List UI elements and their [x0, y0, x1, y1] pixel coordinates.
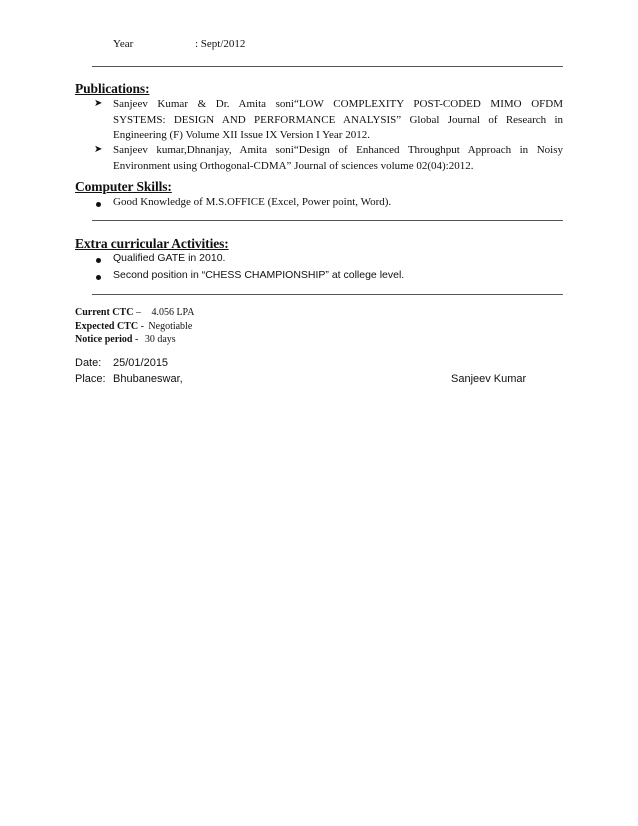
divider-2 [92, 220, 563, 221]
computer-skill-item: Good Knowledge of M.S.OFFICE (Excel, Power point, Word). [113, 196, 392, 208]
bullet-dot-icon [96, 258, 101, 263]
date-value: 25/01/2015 [113, 357, 169, 369]
expected-ctc-sep: - [140, 321, 144, 332]
extra-item-1: Qualified GATE in 2010. [113, 252, 226, 264]
place-label: Place: [75, 373, 106, 385]
date-label: Date: [75, 357, 102, 369]
arrow-bullet-icon: ➤ [94, 144, 103, 155]
bullet-dot-icon [96, 275, 101, 280]
year-label: Year [113, 38, 134, 50]
current-ctc-sep: – [135, 307, 141, 318]
notice-period-sep: - [135, 334, 139, 345]
expected-ctc-row [75, 321, 192, 332]
notice-period-row [75, 334, 176, 345]
publication-1-line-2: SYSTEMS: DESIGN AND PERFORMANCE ANALYSIS” Global Journal of Research in [113, 113, 563, 126]
arrow-bullet-icon: ➤ [94, 98, 103, 109]
bullet-dot-icon [96, 202, 101, 207]
place-value: Bhubaneswar, [113, 373, 183, 385]
notice-period-label: Notice period [75, 334, 133, 345]
publication-1-line-3: Engineering (F) Volume XII Issue IX Version I Year 2012. [113, 129, 370, 141]
expected-ctc-label: Expected CTC [75, 321, 139, 332]
extra-curricular-heading: Extra curricular Activities: [75, 236, 229, 251]
notice-period-value: 30 days [144, 334, 176, 345]
divider-1 [92, 66, 563, 67]
signature-name: Sanjeev Kumar [451, 373, 527, 385]
current-ctc-row [75, 307, 194, 318]
publication-item-1 [113, 97, 563, 144]
publication-item-2 [113, 143, 563, 174]
publications-heading: Publications: [75, 81, 150, 96]
current-ctc-label: Current CTC [75, 307, 134, 318]
extra-item-2: Second position in “CHESS CHAMPIONSHIP” at college level. [113, 269, 405, 281]
publication-2-line-1: Sanjeev kumar,Dhnanjay, Amita soni“Design of Enhanced Throughput Approach in Noisy [113, 144, 563, 156]
expected-ctc-value: Negotiable [148, 321, 193, 332]
divider-3 [92, 294, 563, 295]
publication-1-line-1: Sanjeev Kumar & Dr. Amita soni“LOW COMPLEXITY POST-CODED MIMO OFDM [113, 98, 563, 110]
year-value: : Sept/2012 [195, 38, 246, 50]
publication-2-line-2: Environment using Orthogonal-CDMA” Journal of sciences volume 02(04):2012. [113, 159, 474, 172]
current-ctc-value: 4.056 LPA [151, 307, 195, 318]
computer-skills-heading: Computer Skills: [75, 179, 172, 194]
